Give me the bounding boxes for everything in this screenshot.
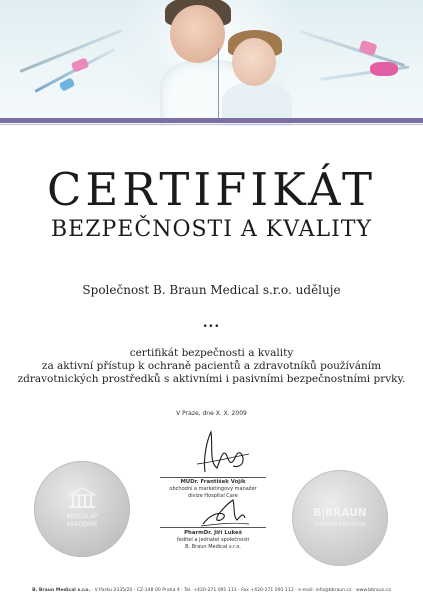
header-divider [0, 124, 423, 125]
place-date: V Praze, dne X. X. 2009 [176, 410, 247, 417]
certificate-title: CERTIFIKÁT [46, 163, 376, 216]
footer-contact [0, 588, 423, 593]
signatory-block [150, 530, 276, 551]
signature-line [160, 527, 266, 528]
certificate-body [0, 347, 423, 386]
cannula-hub [71, 57, 90, 72]
seal-text: AESCULAP [66, 513, 98, 520]
seal-tagline: SHARING EXPERTISE [314, 522, 366, 528]
aesculap-academy-seal [34, 461, 130, 557]
bbraun-seal [292, 470, 388, 566]
recipient-placeholder: ... [202, 315, 221, 331]
issuer-line: Společnost B. Braun Medical s.r.o. uděluje [82, 283, 341, 297]
footer-details: · V Parku 2335/20 · CZ-148 00 Praha 4 · Tel. +420-271 091 111 · Fax +420-271 091 112 · e-mail: info@bbraun.cz · www.bbraun.cz [90, 588, 391, 593]
body-line: za aktivní přístup k ochraně pacientů a zdravotníků používáním [41, 360, 382, 372]
signatory-name: PharmDr. Jiří Lukeš [184, 530, 242, 536]
signatory-role: ředitel a jednatel společnosti [176, 537, 250, 543]
certificate-subtitle: BEZPEČNOSTI A KVALITY [50, 217, 373, 242]
signatory-role: divize Hospital Care [188, 493, 238, 499]
body-line: zdravotnických prostředků s aktivními i pasivními bezpečnostními prvky. [17, 373, 406, 385]
signatory-role: B. Braun Medical s.r.o. [185, 544, 241, 550]
header-accent-band [0, 118, 423, 123]
temple-icon [67, 487, 97, 509]
seal-text: AKADEMIE [66, 521, 98, 528]
body-line: certifikát bezpečnosti a kvality [129, 347, 294, 359]
iv-stand [218, 48, 219, 118]
footer-company: B. Braun Medical s.r.o. [32, 588, 91, 593]
signatory-role: obchodní a marketingový manažer [169, 486, 257, 492]
signatory-name: MUDr. František Vojík [180, 479, 246, 485]
signature-lukes [183, 494, 263, 530]
cannula-hub [59, 77, 76, 92]
doctor-face [170, 5, 225, 63]
signature-vojik [183, 428, 263, 476]
signature-line [160, 477, 266, 478]
header-photo-banner [0, 0, 423, 126]
nurse-face [232, 38, 276, 86]
seal-brand: B|BRAUN [313, 507, 367, 519]
butterfly-needle-wing [370, 62, 398, 76]
